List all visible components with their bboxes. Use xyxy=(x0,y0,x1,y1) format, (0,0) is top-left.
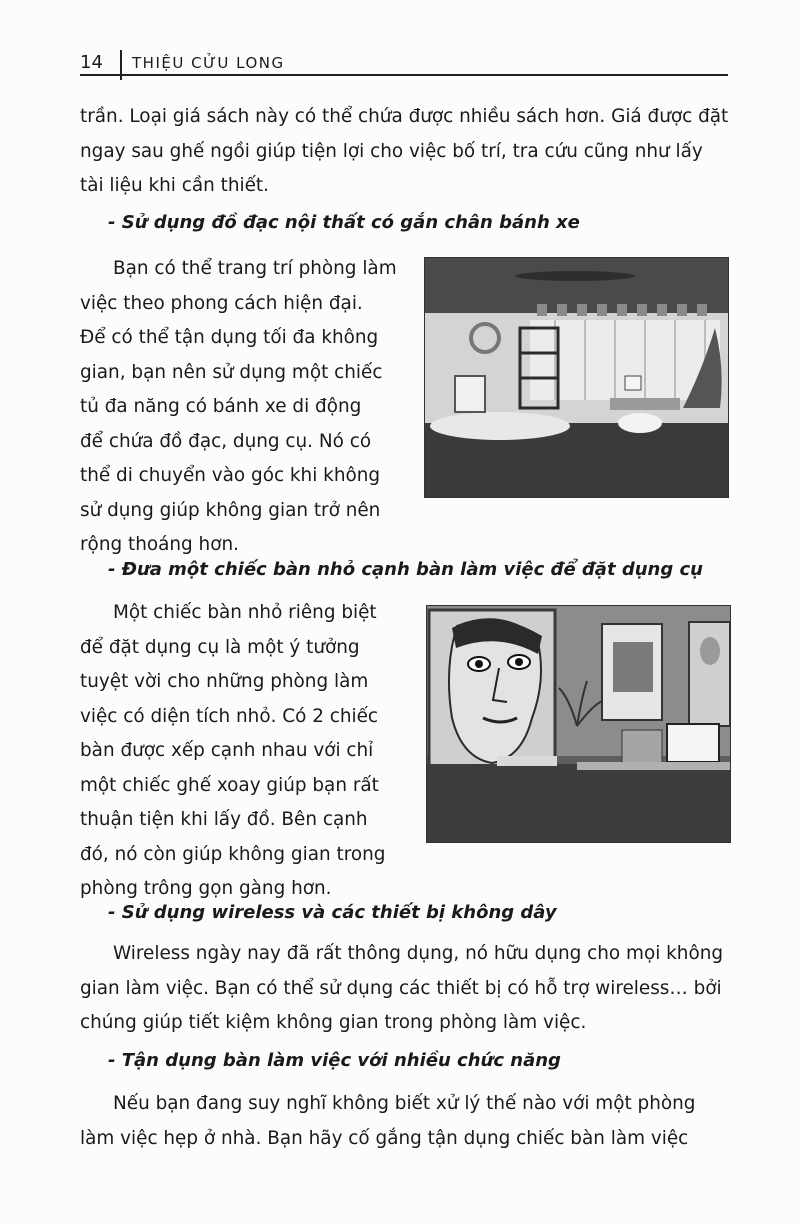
intro-paragraph xyxy=(80,100,730,204)
header-rule xyxy=(80,74,728,76)
text-line: ngay sau ghế ngồi giúp tiện lợi cho việc bố trí, tra cứu cũng như lấy xyxy=(80,140,703,162)
text-line: phòng trông gọn gàng hơn. xyxy=(80,878,332,899)
text-line: một chiếc ghế xoay giúp bạn rất xyxy=(80,774,379,796)
section-heading-multifunction-desk: - Tận dụng bàn làm việc với nhiều chức năng xyxy=(108,1050,561,1071)
desk-illustration xyxy=(427,606,730,842)
text-line: gian làm việc. Bạn có thể sử dụng các thiết bị có hỗ trợ wireless… bởi xyxy=(80,977,722,999)
text-line: tủ đa năng có bánh xe di động xyxy=(80,396,362,417)
text-line: đó, nó còn giúp không gian trong xyxy=(80,843,386,865)
text-line: bàn được xếp cạnh nhau với chỉ xyxy=(80,740,374,761)
section-paragraph-wireless xyxy=(80,937,730,1041)
text-line: làm việc hẹp ở nhà. Bạn hãy cố gắng tận dụng chiếc bàn làm việc xyxy=(80,1127,689,1149)
section-paragraph-side-table xyxy=(80,596,405,907)
text-line: gian, bạn nên sử dụng một chiếc xyxy=(80,361,383,383)
text-line: trần. Loại giá sách này có thể chứa được nhiều sách hơn. Giá được đặt xyxy=(80,106,729,127)
running-header xyxy=(80,50,728,78)
text-line: Nếu bạn đang suy nghĩ không biết xử lý thế nào với một phòng xyxy=(113,1093,696,1114)
office-room-photo xyxy=(424,257,729,498)
section-heading-wireless: - Sử dụng wireless và các thiết bị không dây xyxy=(108,902,557,923)
text-line: Wireless ngày nay đã rất thông dụng, nó hữu dụng cho mọi không xyxy=(113,943,724,964)
text-line: việc theo phong cách hiện đại. xyxy=(80,292,363,314)
text-line: để chứa đồ đạc, dụng cụ. Nó có xyxy=(80,430,372,452)
text-line: sử dụng giúp không gian trở nên xyxy=(80,499,381,521)
section-heading-side-table: - Đưa một chiếc bàn nhỏ cạnh bàn làm việc để đặt dụng cụ xyxy=(108,559,703,580)
desk-with-portrait-photo xyxy=(426,605,731,843)
section-paragraph-multifunction-desk xyxy=(80,1087,730,1156)
text-line: tuyệt vời cho những phòng làm xyxy=(80,671,369,692)
text-line: việc có diện tích nhỏ. Có 2 chiếc xyxy=(80,705,379,727)
header-title: THIỆU CỬU LONG xyxy=(132,54,285,72)
section-paragraph-casters xyxy=(80,252,405,563)
office-room-illustration xyxy=(425,258,728,497)
text-line: Một chiếc bàn nhỏ riêng biệt xyxy=(113,602,377,623)
text-line: Bạn có thể trang trí phòng làm xyxy=(113,258,397,279)
text-line: tài liệu khi cần thiết. xyxy=(80,175,269,196)
text-line: để đặt dụng cụ là một ý tưởng xyxy=(80,636,360,658)
text-line: Để có thể tận dụng tối đa không xyxy=(80,327,379,348)
text-line: thể di chuyển vào góc khi không xyxy=(80,465,381,486)
page-number: 14 xyxy=(80,52,103,73)
text-line: chúng giúp tiết kiệm không gian trong phòng làm việc. xyxy=(80,1012,587,1033)
text-line: thuận tiện khi lấy đồ. Bên cạnh xyxy=(80,809,368,830)
section-heading-casters: - Sử dụng đồ đạc nội thất có gắn chân bánh xe xyxy=(108,212,580,233)
text-line: rộng thoáng hơn. xyxy=(80,534,239,555)
